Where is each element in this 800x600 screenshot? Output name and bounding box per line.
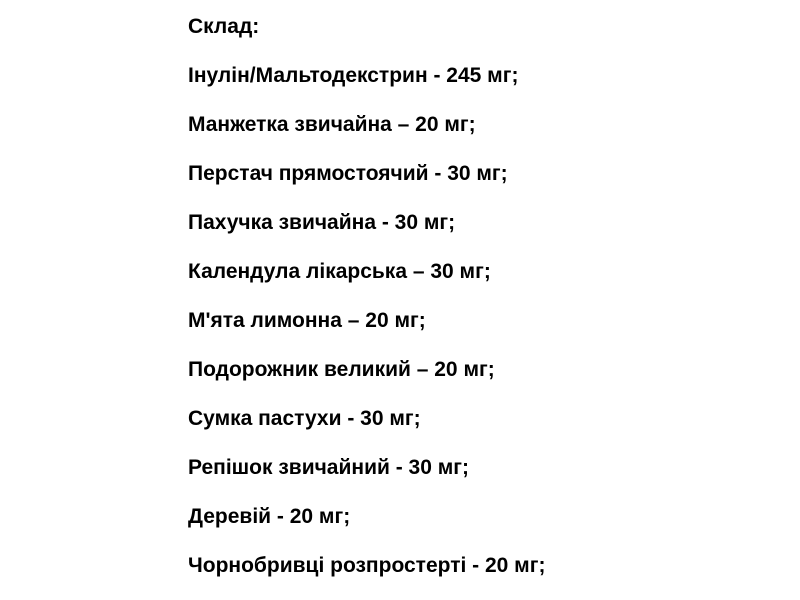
ingredient-item: Календула лікарська – 30 мг; <box>188 260 491 283</box>
ingredient-list <box>188 62 800 579</box>
composition-heading: Склад: <box>188 15 260 38</box>
ingredient-item: Інулін/Мальтодекстрин - 245 мг; <box>188 64 519 87</box>
ingredient-item: Сумка пастухи - 30 мг; <box>188 407 421 430</box>
ingredient-item: Подорожник великий – 20 мг; <box>188 358 495 381</box>
ingredient-item: Перстач прямостоячий - 30 мг; <box>188 162 508 185</box>
ingredient-item: М'ята лимонна – 20 мг; <box>188 309 426 332</box>
ingredient-item: Репішок звичайний - 30 мг; <box>188 456 470 479</box>
ingredient-item: Чорнобривці розпростерті - 20 мг; <box>188 554 546 577</box>
ingredient-item: Деревій - 20 мг; <box>188 505 351 528</box>
ingredient-item: Пахучка звичайна - 30 мг; <box>188 211 456 234</box>
ingredient-item: Манжетка звичайна – 20 мг; <box>188 113 476 136</box>
